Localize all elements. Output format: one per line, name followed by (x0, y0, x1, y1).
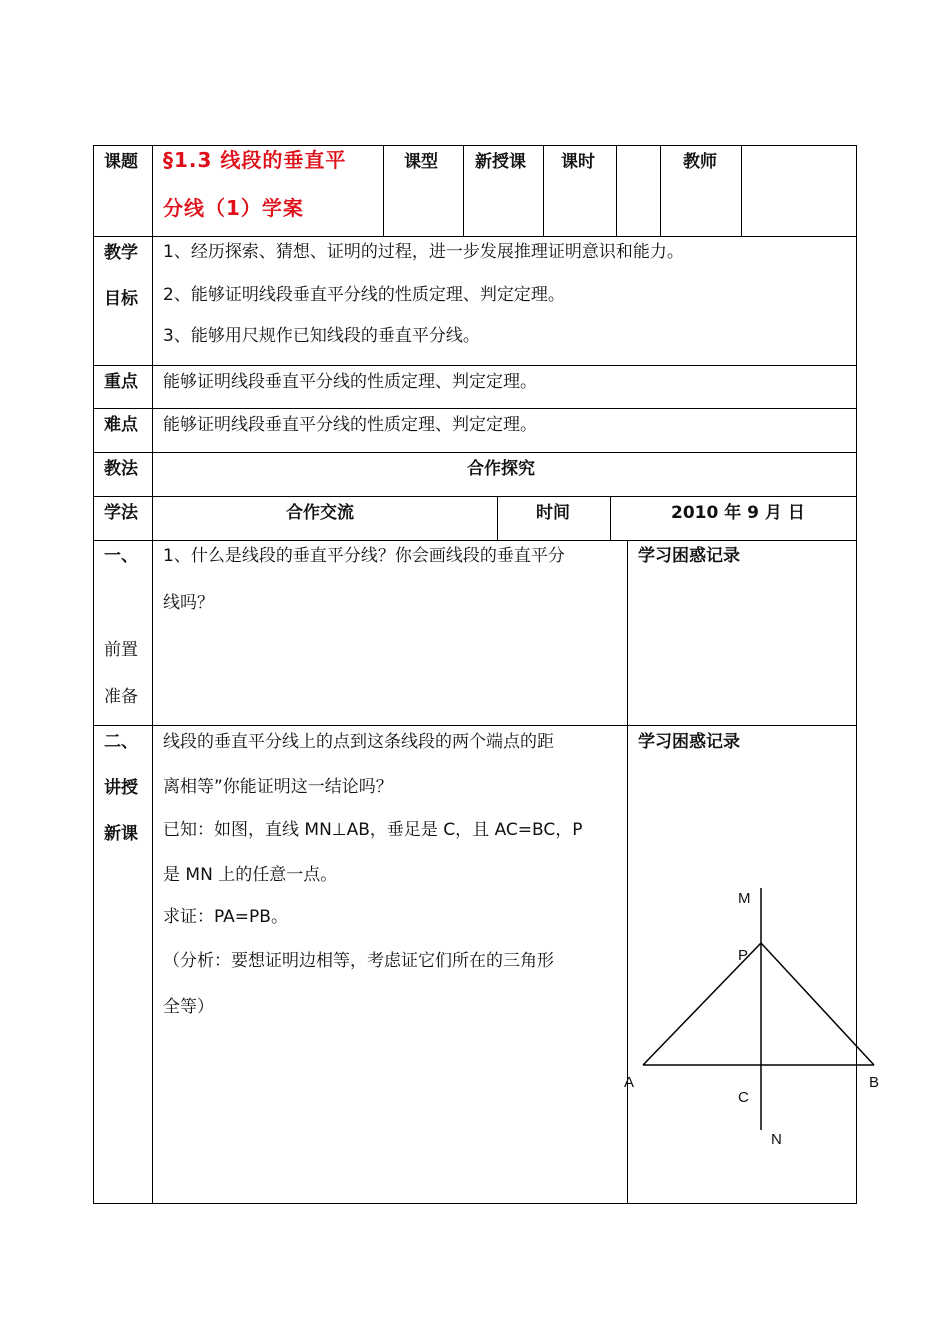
difficulty-label: 难点 (104, 415, 138, 435)
section2-line: 是 MN 上的任意一点。 (163, 865, 338, 885)
section1-label-2: 前置 (104, 640, 138, 660)
learning-method-label: 学法 (104, 503, 138, 523)
section2-line: 离相等”你能证明这一结论吗？ (163, 777, 393, 797)
label-c: C (738, 1089, 749, 1106)
section1-label-3: 准备 (104, 687, 138, 707)
label-p: P (738, 947, 749, 964)
section2-side-title: 学习困惑记录 (638, 732, 740, 752)
section2-line: 已知：如图，直线 MN⊥AB，垂足是 C，且 AC=BC，P (163, 820, 583, 840)
key-point-text: 能够证明线段垂直平分线的性质定理、判定定理。 (163, 372, 537, 392)
section2-line: 线段的垂直平分线上的点到这条线段的两个端点的距 (163, 732, 554, 752)
section2-label-2: 讲授 (104, 778, 138, 798)
section1-line: 1、什么是线段的垂直平分线？你会画线段的垂直平分 (163, 546, 565, 566)
label-a: A (624, 1074, 635, 1091)
section2-label-1: 二、 (104, 732, 138, 752)
label-b: B (869, 1074, 880, 1091)
time-label: 时间 (536, 503, 570, 523)
teaching-method-label: 教法 (104, 459, 138, 479)
section1-side-title: 学习困惑记录 (638, 546, 740, 566)
type-value: 新授课 (475, 152, 526, 172)
type-label: 课型 (404, 152, 438, 172)
goal-item: 2、能够证明线段垂直平分线的性质定理、判定定理。 (163, 285, 565, 305)
period-label: 课时 (561, 152, 595, 172)
section2-label-3: 新课 (104, 824, 138, 844)
segment-pb (761, 943, 874, 1065)
teaching-method-value: 合作探究 (467, 459, 535, 479)
lesson-title-line1: §1.3 线段的垂直平 (163, 148, 347, 172)
learning-method-value: 合作交流 (286, 503, 354, 523)
time-value: 2010 年 9 月 日 (671, 503, 805, 523)
section2-line: 求证：PA=PB。 (163, 907, 288, 927)
section2-line: 全等） (163, 997, 214, 1017)
label-m: M (738, 890, 751, 907)
teacher-label: 教师 (683, 152, 717, 172)
goals-label-1: 教学 (104, 243, 138, 263)
section2-line: （分析：要想证明边相等，考虑证它们所在的三角形 (163, 951, 554, 971)
key-point-label: 重点 (104, 372, 138, 392)
section1-label-1: 一、 (104, 546, 138, 566)
goals-label-2: 目标 (104, 289, 138, 309)
goal-item: 3、能够用尺规作已知线段的垂直平分线。 (163, 326, 480, 346)
topic-label: 课题 (104, 152, 138, 172)
goal-item: 1、经历探索、猜想、证明的过程，进一步发展推理证明意识和能力。 (163, 242, 684, 262)
lesson-title-line2: 分线（1）学案 (163, 196, 304, 220)
section1-line: 线吗？ (163, 593, 214, 613)
label-n: N (771, 1131, 782, 1148)
difficulty-text: 能够证明线段垂直平分线的性质定理、判定定理。 (163, 415, 537, 435)
